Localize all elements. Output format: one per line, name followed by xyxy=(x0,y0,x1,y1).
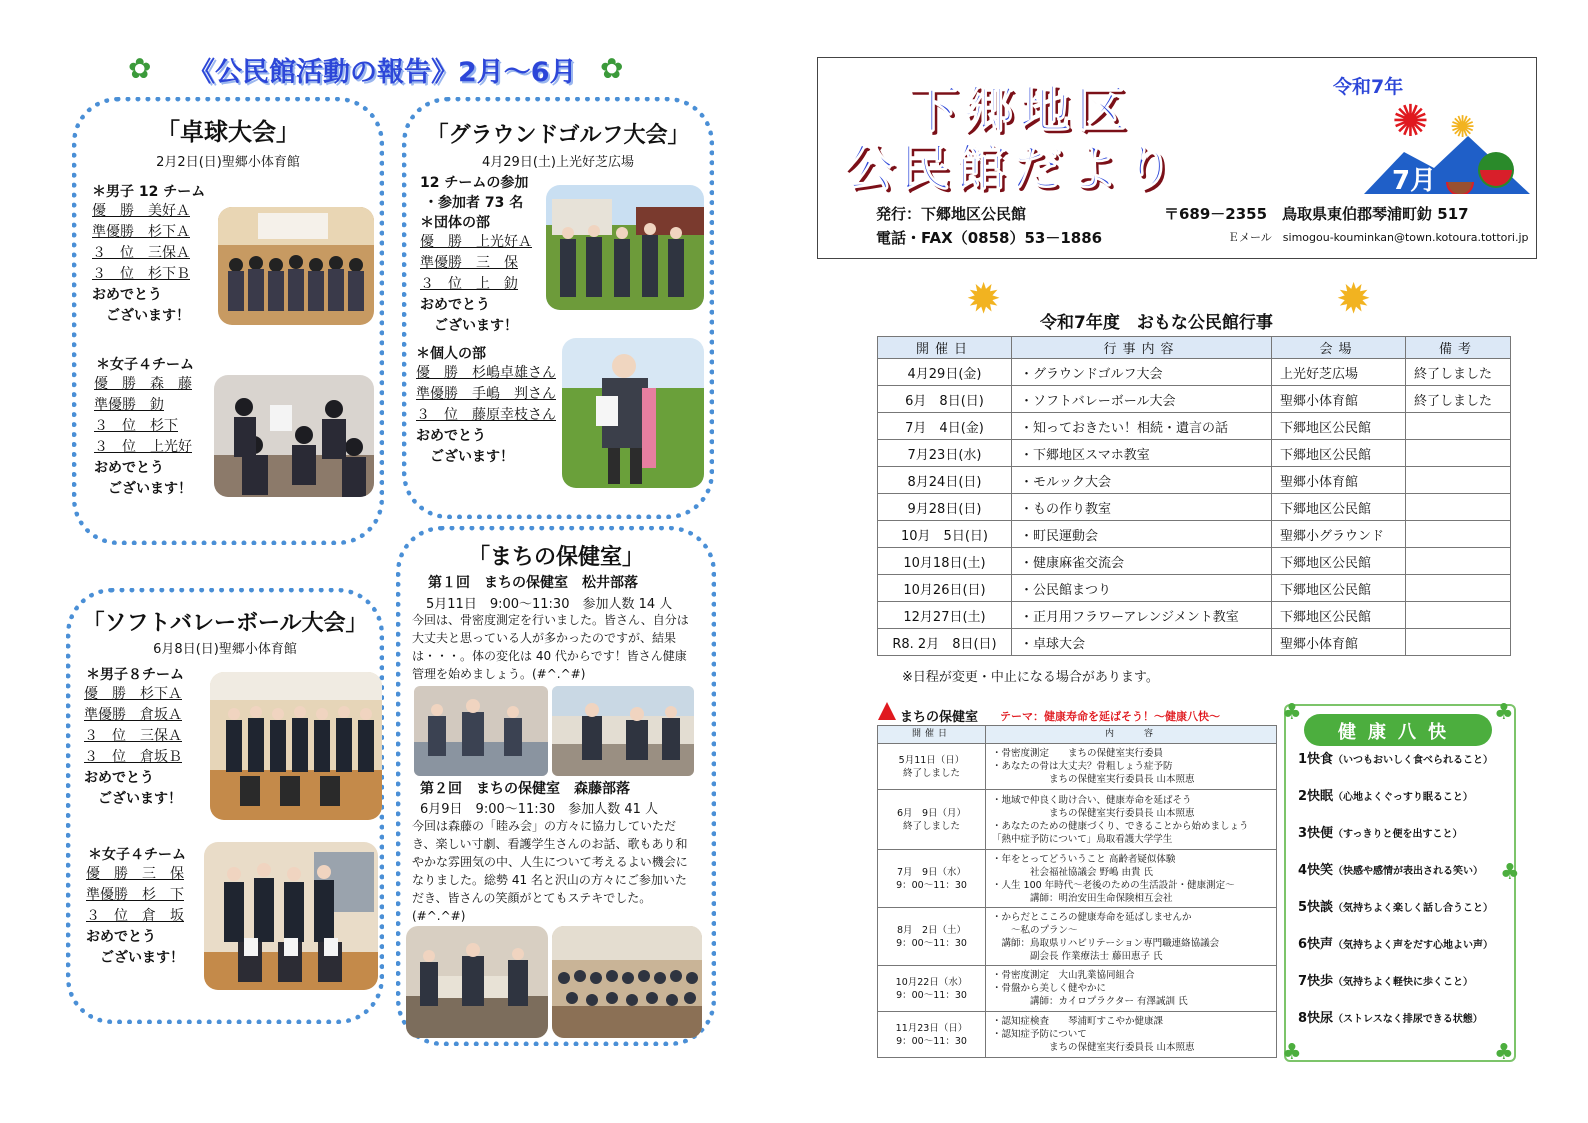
result-line: ３ 位 三保Ａ xyxy=(92,245,190,261)
events-note: ※日程が変更・中止になる場合があります。 xyxy=(902,670,1159,685)
item-sub: （いつもおいしく食べられること） xyxy=(1333,755,1494,766)
list-item xyxy=(1298,890,1493,927)
address: 〒689－2355 鳥取県東伯郡琴浦町釛 517 xyxy=(1164,205,1469,223)
hok-cell-date: 5月11日（日） 終了しました xyxy=(878,744,986,790)
sunflower-icon-right: ✹ xyxy=(1336,274,1372,323)
congrats-line1: おめでとう xyxy=(92,287,162,303)
table-row xyxy=(878,966,1277,1012)
hokenshitsu-schedule-table xyxy=(877,725,1277,1058)
list-item xyxy=(1298,779,1493,816)
clover-icon: ♣ xyxy=(1500,860,1520,885)
table-row xyxy=(878,548,1511,575)
cell-event: ・ソフトバレーボール大会 xyxy=(1012,386,1272,413)
hok-cell-date: 6月 9日（月） 終了しました xyxy=(878,790,986,850)
softvolley-women-results xyxy=(86,864,184,969)
congrats-line2: ございます！ xyxy=(434,318,518,334)
golf-date: 4月29日(土)上光好芝広場 xyxy=(482,155,634,170)
cell-note xyxy=(1406,575,1511,602)
cell-note: 終了しました xyxy=(1406,386,1511,413)
softvolley-women-photo xyxy=(204,842,378,990)
congrats-line2: ございます！ xyxy=(100,950,184,966)
cell-date: 4月29日(金) xyxy=(878,359,1012,386)
result-line: 優 勝 三 保 xyxy=(86,866,184,882)
cell-note xyxy=(1406,521,1511,548)
item-sub: （心地よくぐっすり眠ること） xyxy=(1333,792,1473,803)
takkyu-women-results xyxy=(94,374,192,500)
hok-cell-content: ・骨密度測定 大山乳業協同組合 ・骨盤から美しく健やかに 講師：カイロプラクター 有澤誠訓 氏 xyxy=(986,966,1277,1012)
golf-info1: 12 チームの参加 xyxy=(420,175,529,191)
clover-icon: ♣ xyxy=(1282,1040,1302,1065)
congrats-line2: ございます！ xyxy=(430,449,514,465)
softvolley-men-results xyxy=(84,684,182,810)
item-main: 8快尿 xyxy=(1298,1011,1334,1026)
newsletter-title-line1: 下郷地区 xyxy=(908,81,1132,139)
softvolley-men-photo xyxy=(210,672,382,820)
table-row xyxy=(878,575,1511,602)
hok-cell-date: 11月23日（日） 9：00～11：30 xyxy=(878,1012,986,1058)
result-line: 優 勝 上光好Ａ xyxy=(420,234,532,250)
cell-date: 8月24日(日) xyxy=(878,467,1012,494)
cell-note xyxy=(1406,494,1511,521)
session2-info: 6月9日 9:00～11:30 参加人数 41 人 xyxy=(420,802,659,817)
list-item xyxy=(1298,1001,1493,1038)
cell-event: ・町民運動会 xyxy=(1012,521,1272,548)
golf-title: 「グラウンドゴルフ大会」 xyxy=(426,123,690,148)
fireworks-small-icon: ✺ xyxy=(1450,110,1476,145)
softvolley-date: 6月8日(日)聖郷小体育館 xyxy=(153,642,297,657)
hok-header-row xyxy=(878,726,1277,744)
mountain-icon xyxy=(1364,128,1530,194)
table-row xyxy=(878,850,1277,908)
table-row xyxy=(878,1012,1277,1058)
session2-heading: 第２回 まちの保健室 森藤部落 xyxy=(420,781,630,797)
hok-cell-content: ・からだとこころの健康寿命を延ばしませんか ～私のプラン～ 講師：鳥取県リハビリテーション専門職連絡協議会 副会長 作業療法士 藤田恵子 氏 xyxy=(986,908,1277,966)
cell-note: 終了しました xyxy=(1406,359,1511,386)
golf-info2: ・参加者 73 名 xyxy=(424,195,524,211)
item-main: 5快談 xyxy=(1298,900,1334,915)
newsletter-year: 令和7年 xyxy=(1333,76,1404,98)
table-row xyxy=(878,467,1511,494)
clover-icon: ♣ xyxy=(1282,700,1302,725)
newsletter-month: 7月 xyxy=(1392,166,1437,196)
softvolley-women-heading: ＊女子４チーム xyxy=(88,847,186,863)
fireworks-icon: ✺ xyxy=(1392,96,1429,147)
result-line: ３ 位 杉下 xyxy=(94,418,178,434)
cell-note xyxy=(1406,548,1511,575)
takkyu-women-photo xyxy=(214,375,374,497)
hok-cell-content: ・骨密度測定 まちの保健室実行委員 ・あなたの骨は大丈夫？骨粗しょう症予防 まちの保健室実行委員長 山本照恵 xyxy=(986,744,1277,790)
result-line: 優 勝 杉嶋卓雄さん xyxy=(416,365,556,381)
item-main: 1快食 xyxy=(1298,752,1334,767)
item-sub: （すっきりと便を出すこと） xyxy=(1333,829,1463,840)
result-line: 準優勝 三 保 xyxy=(420,255,518,271)
cell-venue: 下郷地区公民館 xyxy=(1272,575,1406,602)
table-row xyxy=(878,629,1511,656)
result-line: ３ 位 上光好 xyxy=(94,439,192,455)
congrats-line1: おめでとう xyxy=(86,929,156,945)
congrats-line1: おめでとう xyxy=(420,297,490,313)
col-event: 行事内容 xyxy=(1012,337,1272,359)
cell-venue: 下郷地区公民館 xyxy=(1272,494,1406,521)
golf-team-results xyxy=(420,232,532,337)
session1-photo-b xyxy=(552,686,694,776)
result-line: ３ 位 藤原幸枝さん xyxy=(416,407,556,423)
hok-cell-content: ・認知症検査 琴浦町すこやか健康課 ・認知症予防について まちの保健室実行委員長 山本照恵 xyxy=(986,1012,1277,1058)
table-row xyxy=(878,521,1511,548)
result-line: 準優勝 杉下Ａ xyxy=(92,224,190,240)
congrats-line2: ございます！ xyxy=(98,791,182,807)
cell-note xyxy=(1406,413,1511,440)
congrats-line1: おめでとう xyxy=(416,428,486,444)
item-sub: （快感や感情が表出される笑い） xyxy=(1333,866,1484,877)
session2-photo-b xyxy=(552,926,702,1038)
result-line: ３ 位 上 釛 xyxy=(420,276,518,292)
session1-text: 今回は、骨密度測定を行いました。皆さん、自分は大丈夫と思っている人が多かったのですが、結果は・・・。体の変化は 40 代からです！皆さん健康管理を始めましょう。(#^.^#) xyxy=(412,613,689,681)
session2-photo-a xyxy=(406,926,548,1038)
events-header-row xyxy=(878,337,1511,359)
cell-date: 12月27日(土) xyxy=(878,602,1012,629)
left-main-title: 《公民館活動の報告》2月～6月 xyxy=(188,57,577,88)
clover-icon: ♣ xyxy=(1494,1040,1514,1065)
col-date: 開催日 xyxy=(878,337,1012,359)
takkyu-men-heading: ＊男子 12 チーム xyxy=(92,184,206,200)
golf-team-heading: ＊団体の部 xyxy=(420,215,490,231)
table-row xyxy=(878,413,1511,440)
hok-col-content: 内 容 xyxy=(986,726,1277,744)
takkyu-men-results xyxy=(92,201,190,327)
cell-date: 10月26日(日) xyxy=(878,575,1012,602)
item-sub: （ストレスなく排尿できる状態） xyxy=(1333,1014,1483,1025)
takkyu-date: 2月2日(日)聖郷小体育館 xyxy=(156,155,300,170)
session2-text: 今回は森藤の「睦み会」の方々に協力していただき、楽しい寸劇、看護学生さんのお話、歌もあり和やかな雰囲気の中、人生について考えるよい機会になりました。総勢 41 名と沢山の方々にご参加いただき、皆さんの笑顔がとてもステキでした。(#^.^#) xyxy=(412,819,688,923)
table-row xyxy=(878,386,1511,413)
golf-team-photo xyxy=(546,185,704,310)
phone-fax: 電話・FAX（0858）53－1886 xyxy=(876,229,1103,247)
list-item xyxy=(1298,964,1493,1001)
list-item xyxy=(1298,742,1493,779)
cell-event: ・グラウンドゴルフ大会 xyxy=(1012,359,1272,386)
list-item xyxy=(1298,816,1493,853)
events-title: 令和7年度 おもな公民館行事 xyxy=(1040,313,1273,333)
result-line: ３ 位 倉坂Ｂ xyxy=(84,749,182,765)
sunflower-icon-left: ✹ xyxy=(966,274,1002,323)
item-main: 4快笑 xyxy=(1298,863,1334,878)
item-sub: （気持ちよく声をだす心地よい声） xyxy=(1333,940,1494,951)
softvolley-title: 「ソフトバレーボール大会」 xyxy=(82,611,368,636)
session1-heading: 第１回 まちの保健室 松井部落 xyxy=(428,575,638,591)
hokenshitsu-title: 「まちの保健室」 xyxy=(467,545,644,570)
result-line: 優 勝 森 藤 xyxy=(94,376,192,392)
hok-cell-content: ・地域で仲良く助け合い、健康寿命を延ばそう まちの保健室実行委員長 山本照恵 ・あなたのための健康づくり、できることから始めましょう 「熱中症予防について」鳥取看護大学学生 xyxy=(986,790,1277,850)
list-item xyxy=(1298,927,1493,964)
session1-info: 5月11日 9:00～11:30 参加人数 14 人 xyxy=(426,597,673,612)
takkyu-title: 「卓球大会」 xyxy=(156,118,300,146)
result-line: ３ 位 杉下Ｂ xyxy=(92,266,190,282)
result-line: 準優勝 倉坂Ａ xyxy=(84,707,182,723)
cell-event: ・下郷地区スマホ教室 xyxy=(1012,440,1272,467)
kenko-hakkai-list xyxy=(1298,742,1493,1038)
cell-note xyxy=(1406,440,1511,467)
result-line: 優 勝 美好Ａ xyxy=(92,203,190,219)
col-note: 備考 xyxy=(1406,337,1511,359)
result-line: 準優勝 手嶋 判さん xyxy=(416,386,556,402)
email[interactable]: Ｅメール simogou-kouminkan@town.kotoura.tottori.jp xyxy=(1228,231,1529,244)
cell-event: ・正月用フラワーアレンジメント教室 xyxy=(1012,602,1272,629)
result-line: 準優勝 釛 xyxy=(94,397,164,413)
congrats-line1: おめでとう xyxy=(84,770,154,786)
cell-event: ・モルック大会 xyxy=(1012,467,1272,494)
cell-venue: 上光好芝広場 xyxy=(1272,359,1406,386)
cell-venue: 聖郷小グラウンド xyxy=(1272,521,1406,548)
session1-photo-a xyxy=(414,686,548,776)
cell-event: ・もの作り教室 xyxy=(1012,494,1272,521)
cell-note xyxy=(1406,629,1511,656)
item-sub: （気持ちよく楽しく話し合うこと） xyxy=(1333,903,1494,914)
warning-triangle-icon xyxy=(878,702,896,720)
cell-date: R8. 2月 8日(日) xyxy=(878,629,1012,656)
cell-venue: 聖郷小体育館 xyxy=(1272,467,1406,494)
cell-venue: 聖郷小体育館 xyxy=(1272,629,1406,656)
hok-cell-date: 10月22日（水） 9：00～11：30 xyxy=(878,966,986,1012)
softvolley-men-heading: ＊男子８チーム xyxy=(86,667,184,683)
hok-cell-date: 7月 9日（水） 9：00～11：30 xyxy=(878,850,986,908)
cell-venue: 下郷地区公民館 xyxy=(1272,413,1406,440)
cell-venue: 聖郷小体育館 xyxy=(1272,386,1406,413)
table-row xyxy=(878,359,1511,386)
cell-venue: 下郷地区公民館 xyxy=(1272,548,1406,575)
cell-note xyxy=(1406,602,1511,629)
item-main: 6快声 xyxy=(1298,937,1334,952)
col-venue: 会場 xyxy=(1272,337,1406,359)
table-row xyxy=(878,494,1511,521)
kenko-hakkai-title: 健康八快 xyxy=(1338,722,1458,743)
golf-individual-photo xyxy=(562,338,704,488)
cell-event: ・健康麻雀交流会 xyxy=(1012,548,1272,575)
left-title-decor-left: ✿ xyxy=(128,52,152,85)
cell-event: ・公民館まつり xyxy=(1012,575,1272,602)
cell-date: 10月18日(土) xyxy=(878,548,1012,575)
cell-date: 9月28日(日) xyxy=(878,494,1012,521)
hokenshitsu-schedule-title: まちの保健室 xyxy=(900,710,979,725)
congrats-line2: ございます！ xyxy=(108,481,192,497)
takkyu-men-photo xyxy=(218,207,374,325)
left-title-decor-right: ✿ xyxy=(600,52,624,85)
table-row xyxy=(878,790,1277,850)
hok-cell-date: 8月 2日（土） 9：00～11：30 xyxy=(878,908,986,966)
newsletter-title-line2: 公民館だより xyxy=(844,139,1180,197)
table-row xyxy=(878,744,1277,790)
golf-individual-results xyxy=(416,363,556,468)
table-row xyxy=(878,908,1277,966)
result-line: ３ 位 倉 坂 xyxy=(86,908,184,924)
events-table xyxy=(877,336,1511,656)
item-main: 7快歩 xyxy=(1298,974,1334,989)
cell-venue: 下郷地区公民館 xyxy=(1272,440,1406,467)
cell-date: 7月 4日(金) xyxy=(878,413,1012,440)
item-main: 2快眠 xyxy=(1298,789,1334,804)
publisher: 発行：下郷地区公民館 xyxy=(876,205,1027,223)
cell-date: 7月23日(水) xyxy=(878,440,1012,467)
result-line: 優 勝 杉下Ａ xyxy=(84,686,182,702)
result-line: ３ 位 三保Ａ xyxy=(84,728,182,744)
cell-note xyxy=(1406,467,1511,494)
table-row xyxy=(878,602,1511,629)
cell-venue: 下郷地区公民館 xyxy=(1272,602,1406,629)
item-sub: （気持ちよく軽快に歩くこと） xyxy=(1333,977,1474,988)
table-row xyxy=(878,440,1511,467)
cell-date: 6月 8日(日) xyxy=(878,386,1012,413)
cell-date: 10月 5日(日) xyxy=(878,521,1012,548)
list-item xyxy=(1298,853,1493,890)
clover-icon: ♣ xyxy=(1494,700,1514,725)
hok-cell-content: ・年をとってどういうこと 高齢者疑似体験 社会福祉協議会 野嶋 由貴 氏 ・人生 100 年時代～老後のための生活設計・健康測定～ 講師：明治安田生命保険相互会社 xyxy=(986,850,1277,908)
result-line: 準優勝 杉 下 xyxy=(86,887,184,903)
cell-event: ・知っておきたい！相続・遺言の話 xyxy=(1012,413,1272,440)
cell-event: ・卓球大会 xyxy=(1012,629,1272,656)
congrats-line1: おめでとう xyxy=(94,460,164,476)
item-main: 3快便 xyxy=(1298,826,1334,841)
hokenshitsu-theme: テーマ：健康寿命を延ばそう！～健康八快～ xyxy=(1000,710,1220,723)
takkyu-women-heading: ＊女子４チーム xyxy=(96,357,194,373)
golf-individual-heading: ＊個人の部 xyxy=(416,346,486,362)
congrats-line2: ございます！ xyxy=(106,308,190,324)
hok-col-date: 開催日 xyxy=(878,726,986,744)
